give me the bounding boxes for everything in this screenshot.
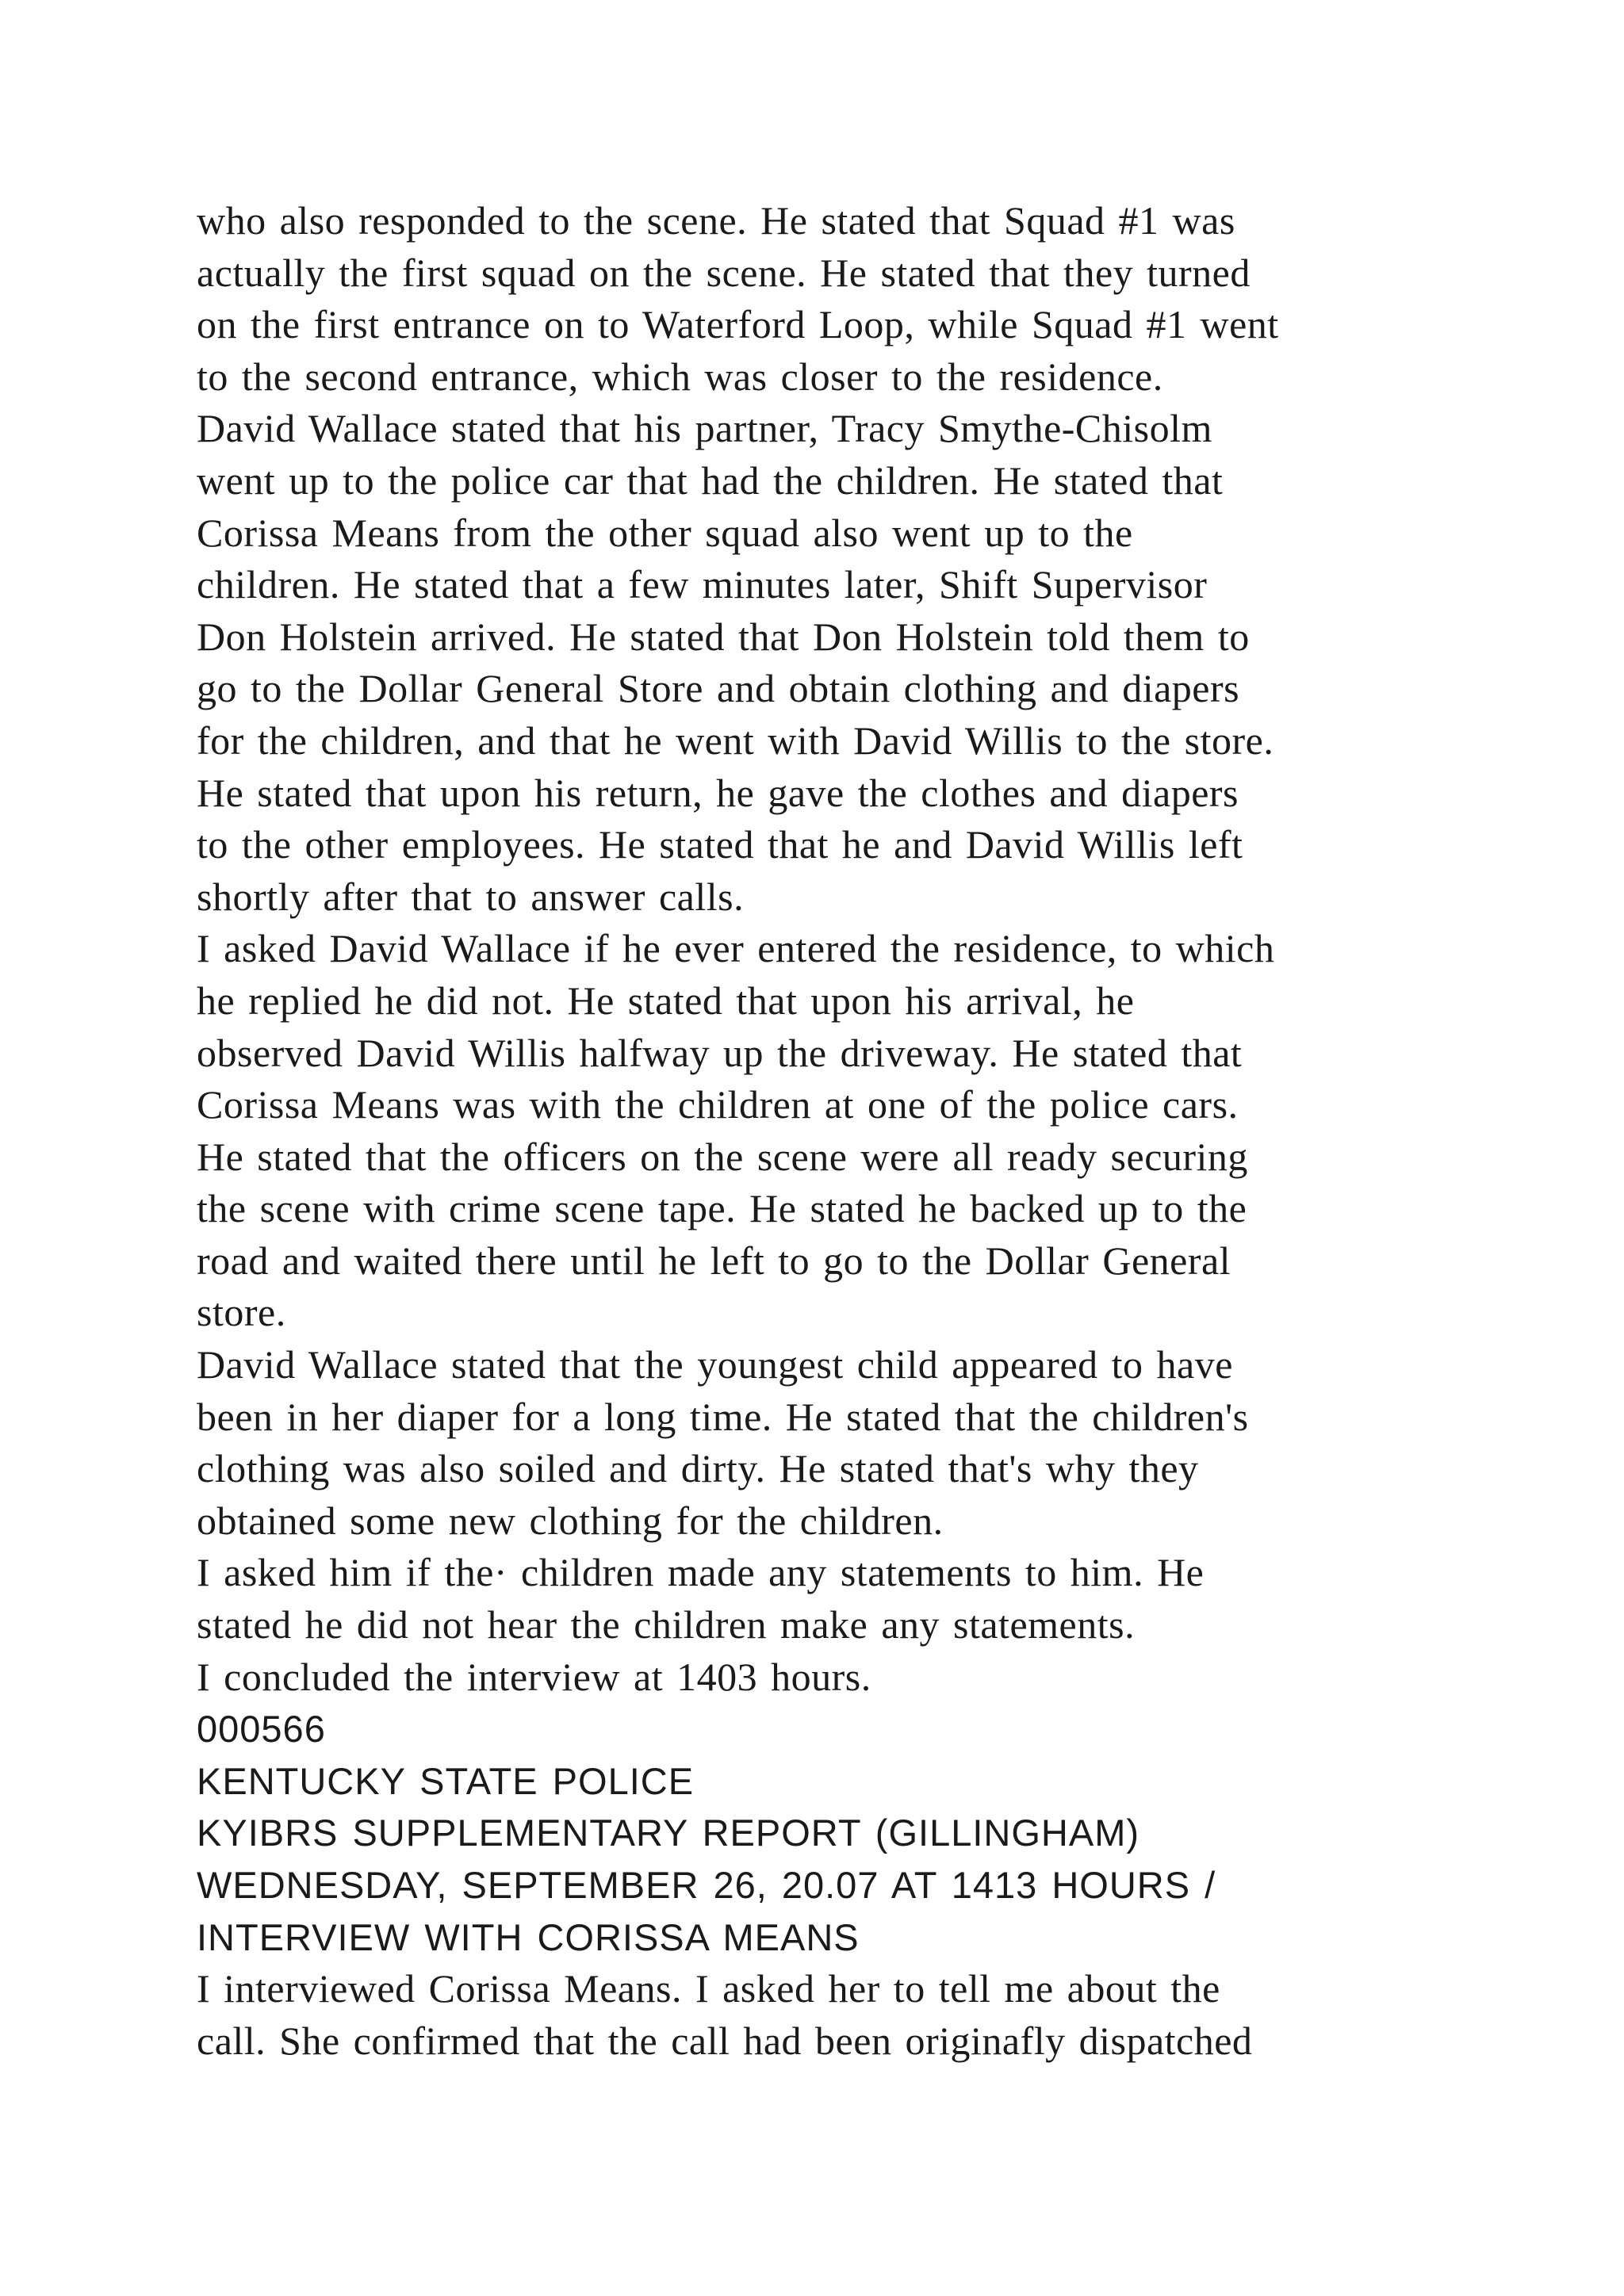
text-line: who also responded to the scene. He stated that Squad #1 was (197, 198, 1235, 243)
paragraph-2 (197, 403, 1481, 923)
text-line: clothing was also soiled and dirty. He stated that's why they (197, 1446, 1199, 1491)
text-line: He stated that the officers on the scene were all ready securing (197, 1134, 1248, 1179)
text-line: actually the first squad on the scene. He stated that they turned (197, 250, 1251, 295)
text-line: I asked David Wallace if he ever entered the residence, to which (197, 926, 1275, 971)
page-number: 000566 (197, 1708, 326, 1751)
paragraph-6 (197, 1651, 1481, 1704)
text-line: observed David Willis halfway up the driveway. He stated that (197, 1030, 1243, 1075)
paragraph-3 (197, 923, 1481, 1339)
text-line: to the other employees. He stated that he and David Willis left (197, 822, 1243, 867)
text-line: I interviewed Corissa Means. I asked her to tell me about the (197, 1966, 1220, 2011)
text-line: store. (197, 1290, 286, 1335)
report-title: KYIBRS SUPPLEMENTARY REPORT (GILLINGHAM) (197, 1812, 1139, 1854)
text-line: been in her diaper for a long time. He stated that the children's (197, 1394, 1249, 1439)
text-line: on the first entrance on to Waterford Loop, while Squad #1 went (197, 302, 1279, 347)
report-subject: INTERVIEW WITH CORISSA MEANS (197, 1915, 860, 1958)
text-line: he replied he did not. He stated that upon his arrival, he (197, 978, 1135, 1023)
text-line: David Wallace stated that the youngest child appeared to have (197, 1342, 1233, 1387)
text-line: to the second entrance, which was closer to the residence. (197, 354, 1163, 399)
text-line: obtained some new clothing for the children. (197, 1498, 944, 1543)
text-line: Corissa Means was with the children at one of the police cars. (197, 1082, 1239, 1127)
document-body (197, 195, 1481, 2067)
text-line: stated he did not hear the children make any statements. (197, 1602, 1136, 1647)
text-line: I asked him if the· children made any statements to him. He (197, 1550, 1205, 1595)
paragraph-1 (197, 195, 1481, 403)
text-line: He stated that upon his return, he gave the clothes and diapers (197, 770, 1239, 815)
text-line: went up to the police car that had the children. He stated that (197, 457, 1224, 503)
text-line: I concluded the interview at 1403 hours. (197, 1654, 871, 1699)
text-line: for the children, and that he went with David Willis to the store. (197, 718, 1274, 763)
text-line: go to the Dollar General Store and obtain clothing and diapers (197, 666, 1240, 711)
text-line: call. She confirmed that the call had been originafly dispatched (197, 2018, 1253, 2063)
report-date-line: WEDNESDAY, SEPTEMBER 26, 20.07 AT 1413 HOURS / (197, 1864, 1216, 1906)
text-line: Corissa Means from the other squad also went up to the (197, 510, 1133, 555)
report-header (197, 1755, 1481, 1963)
paragraph-5 (197, 1547, 1481, 1651)
text-line: shortly after that to answer calls. (197, 874, 745, 919)
text-line: David Wallace stated that his partner, Tracy Smythe-Chisolm (197, 406, 1212, 451)
text-line: Don Holstein arrived. He stated that Don Holstein told them to (197, 614, 1250, 659)
agency-name: KENTUCKY STATE POLICE (197, 1759, 695, 1802)
text-line: road and waited there until he left to go to the Dollar General (197, 1238, 1231, 1283)
paragraph-closing (197, 1963, 1481, 2067)
text-line: children. He stated that a few minutes later, Shift Supervisor (197, 562, 1208, 607)
paragraph-4 (197, 1339, 1481, 1547)
text-line: the scene with crime scene tape. He stated he backed up to the (197, 1186, 1247, 1231)
